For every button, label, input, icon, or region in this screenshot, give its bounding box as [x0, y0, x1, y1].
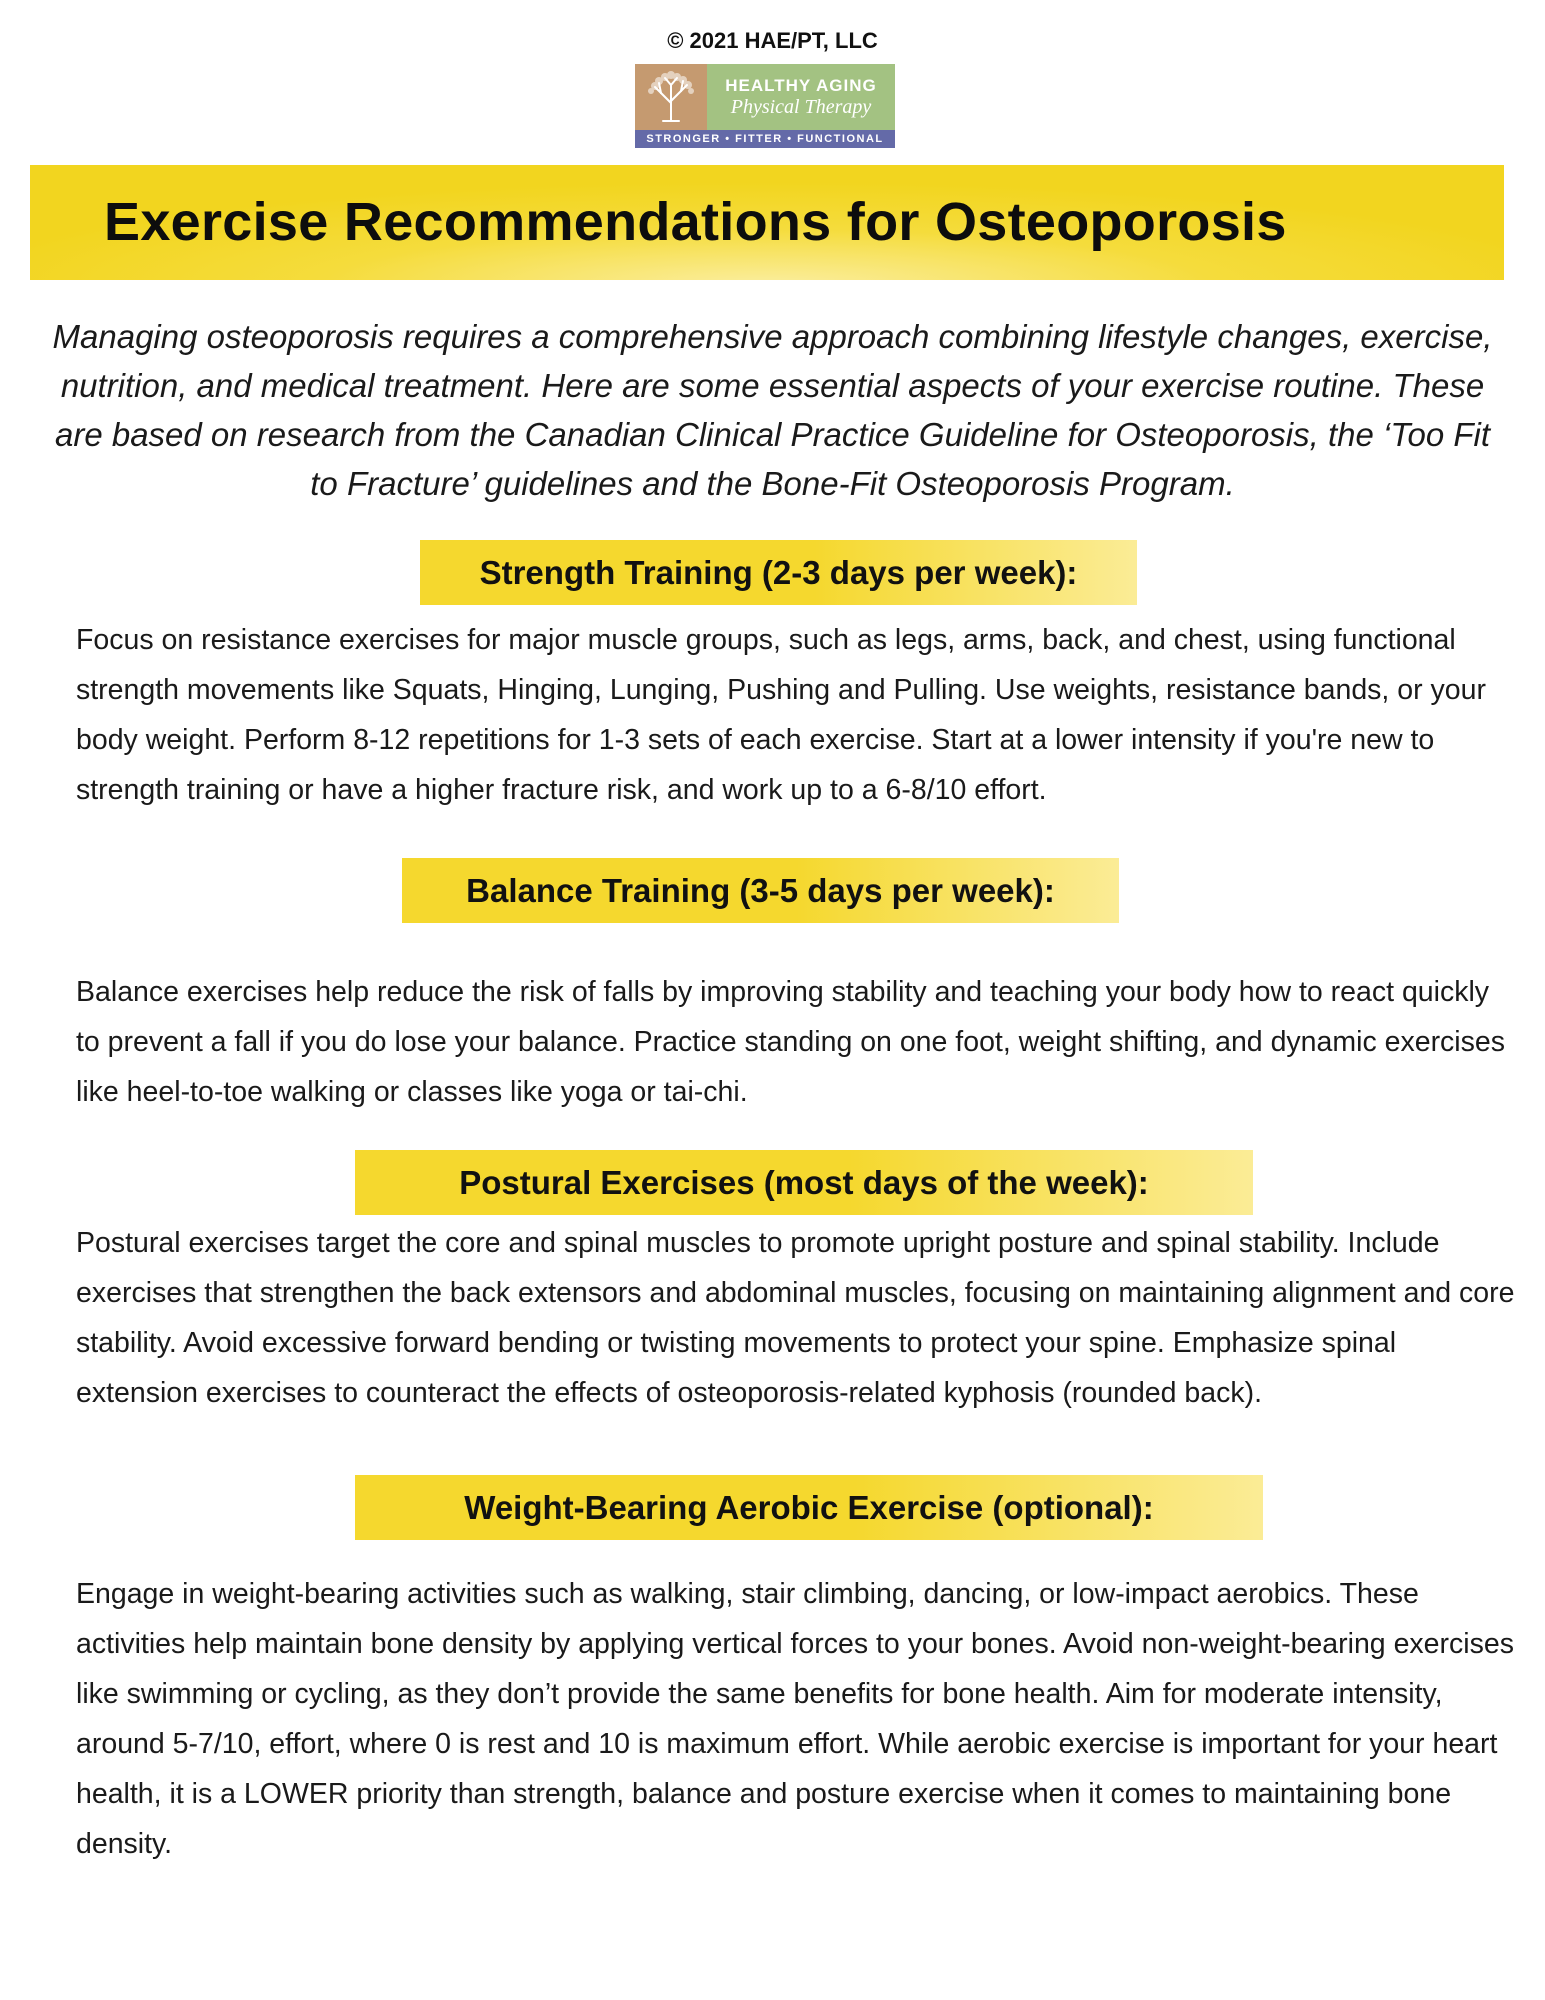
- section-heading-band-balance: [402, 858, 1119, 923]
- section-body-balance: Balance exercises help reduce the risk of falls by improving stability and teaching your body how to react quickly to prevent a fall if you do lose your balance. Practice standing on one foot, weight shifting, and dynamic exercises like heel-to-toe walking or classes like yoga or tai-chi.: [76, 976, 1505, 1108]
- logo-name-line1: HEALTHY AGING: [725, 75, 877, 95]
- healthy-aging-logo: [635, 64, 895, 148]
- section-body-postural: Postural exercises target the core and spinal muscles to promote upright posture and spinal stability. Include exercises that strengthen the back extensors and abdominal muscles, focusing on maintaining alignment and core stability. Avoid excessive forward bending or twisting movements to protect your spine. Emphasize spinal extension exercises to counteract the effects of osteoporosis-related kyphosis (rounded back).: [76, 1227, 1515, 1409]
- section-body-aerobic: Engage in weight-bearing activities such as walking, stair climbing, dancing, or low-impact aerobics. These activities help maintain bone density by applying vertical forces to your bones. Avoid non-weight-bearing exercises like swimming or cycling, as they don’t provide the same benefits for bone health. Aim for moderate intensity, around 5-7/10, effort, where 0 is rest and 10 is maximum effort. While aerobic exercise is important for your heart health, it is a LOWER priority than strength, balance and posture exercise when it comes to maintaining bone density.: [76, 1578, 1514, 1860]
- section-heading-strength: Strength Training (2-3 days per week):: [479, 553, 1078, 591]
- logo-text: [707, 64, 895, 130]
- title-banner: [30, 165, 1504, 280]
- section-heading-band-postural: [355, 1150, 1253, 1215]
- section-heading-postural: Postural Exercises (most days of the week):: [459, 1163, 1149, 1201]
- section-heading-balance: Balance Training (3-5 days per week):: [466, 871, 1055, 909]
- section-heading-band-aerobic: [355, 1475, 1263, 1540]
- logo-tagline: STRONGER • FITTER • FUNCTIONAL: [635, 130, 895, 148]
- section-heading-band-strength: [420, 540, 1137, 605]
- section-body-strength: Focus on resistance exercises for major muscle groups, such as legs, arms, back, and chest, using functional strength movements like Squats, Hinging, Lunging, Pushing and Pulling. Use weights, resistance bands, or your body weight. Perform 8-12 repetitions for 1-3 sets of each exercise. Start at a lower intensity if you're new to strength training or have a higher fracture risk, and work up to a 6-8/10 effort.: [76, 624, 1486, 806]
- tree-icon: [635, 64, 707, 130]
- intro-paragraph: Managing osteoporosis requires a comprehensive approach combining lifestyle changes, exercise, nutrition, and medical treatment. Here are some essential aspects of your exercise routine. These are based on research from the Canadian Clinical Practice Guideline for Osteoporosis, the ‘Too Fit to Fracture’ guidelines and the Bone-Fit Osteoporosis Program.: [52, 318, 1493, 502]
- copyright-notice: © 2021 HAE/PT, LLC: [667, 28, 878, 53]
- section-heading-aerobic: Weight-Bearing Aerobic Exercise (optional):: [464, 1488, 1154, 1526]
- logo-name-line2: Physical Therapy: [730, 95, 872, 118]
- page-title: Exercise Recommendations for Osteoporosis: [104, 192, 1287, 252]
